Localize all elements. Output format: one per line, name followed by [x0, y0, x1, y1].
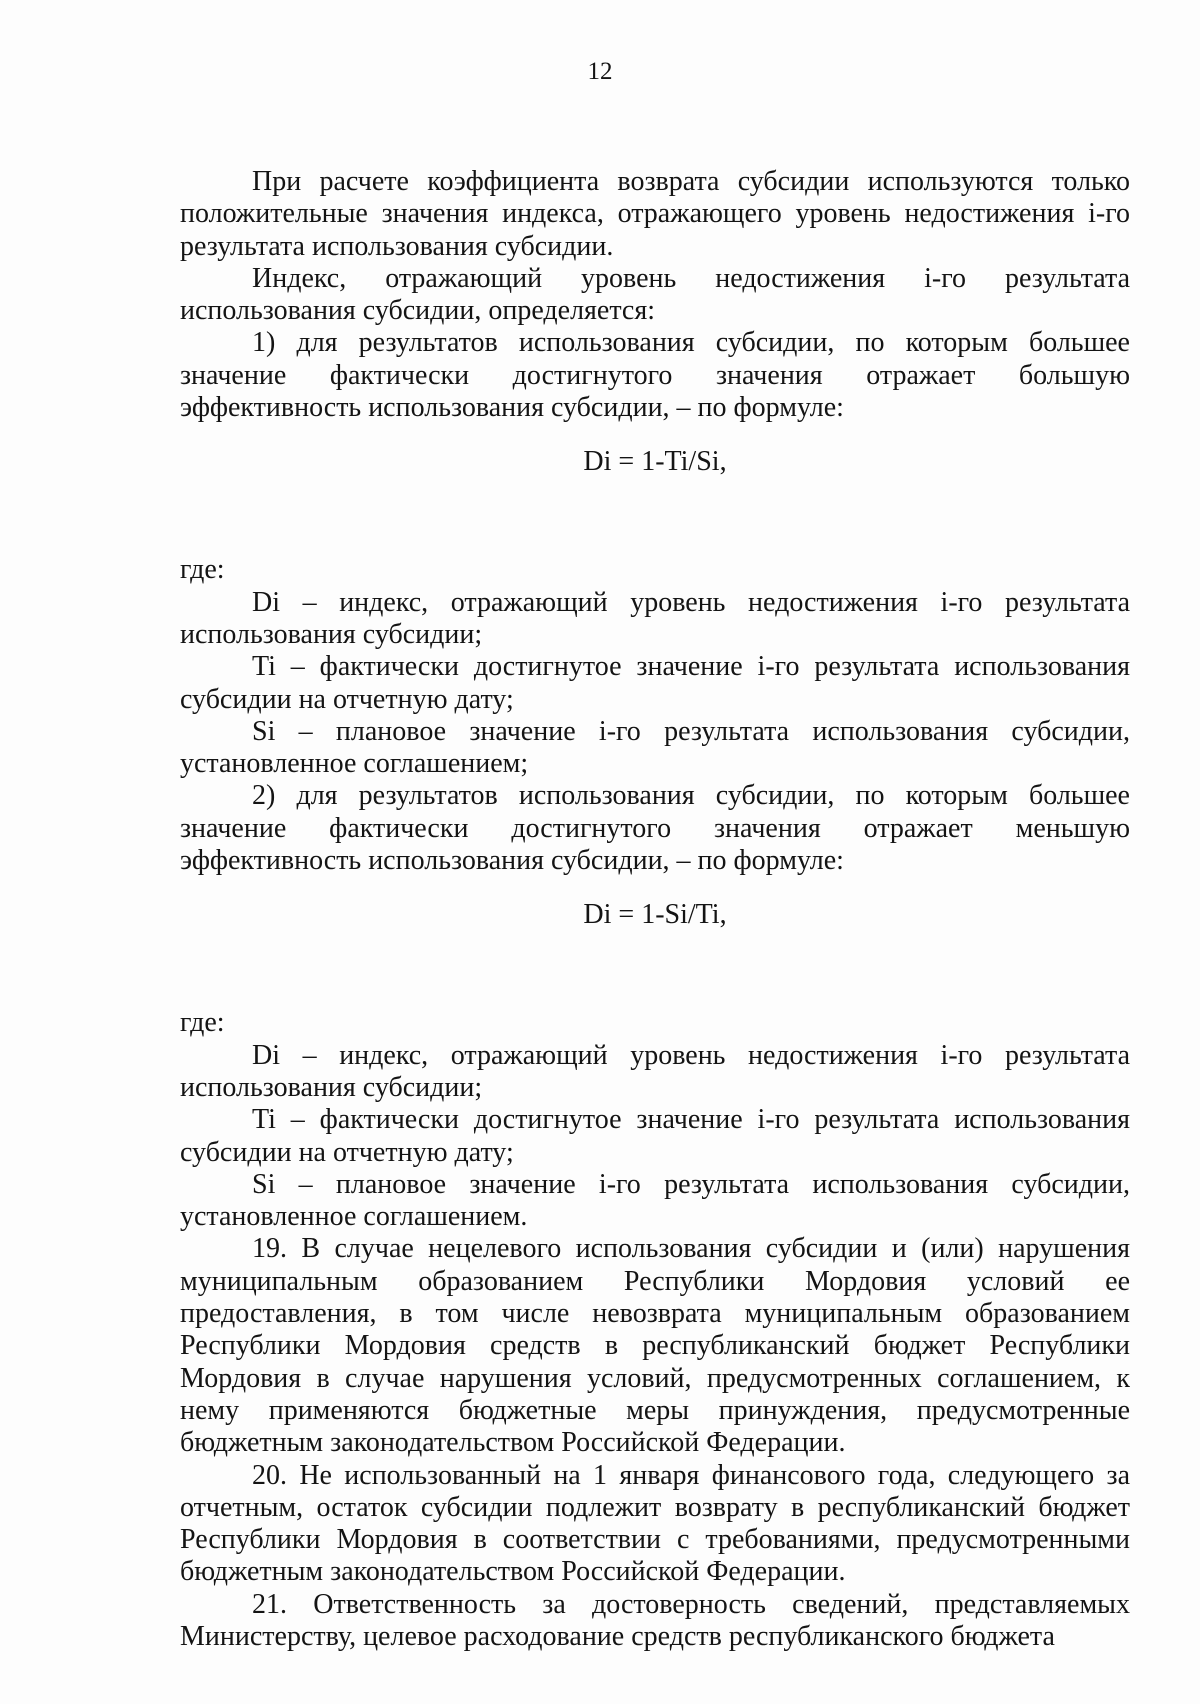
- definition-ti-2: Ti – фактически достигнутое значение i-го результата использования субсидии на отчетную дату;: [180, 1104, 1130, 1168]
- paragraph-case-2: 2) для результатов использования субсидии, по которым большее значение фактически достигнутого значения отражает меньшую эффективность использования субсидии, – по формуле:: [180, 780, 1130, 877]
- definition-si-1: Si – плановое значение i-го результата использования субсидии, установленное соглашением;: [180, 715, 1130, 780]
- formula-1: Di = 1-Ti/Si,: [583, 446, 727, 478]
- where-label-2: где:: [180, 1007, 225, 1039]
- paragraph-19: 19. В случае нецелевого использования субсидии и (или) нарушения муниципальным образованием Республики Мордовия условий ее предоставления, в том числе невозврата муниципальным образованием Республики Мордовия средств в республиканский бюджет Республики Мордовия в случае нарушения условий, предусмотренных соглашением, к нему применяются бюджетные меры принуждения, предусмотренные бюджетным законодательством Российской Федерации.: [180, 1233, 1130, 1459]
- paragraph-case-1: 1) для результатов использования субсидии, по которым большее значение фактически достигнутого значения отражает большую эффективность использования субсидии, – по формуле:: [180, 327, 1130, 424]
- definition-si-2: Si – плановое значение i-го результата использования субсидии, установленное соглашением.: [180, 1168, 1130, 1233]
- paragraph-index-definition: Индекс, отражающий уровень недостижения i-го результата использования субсидии, определяется:: [180, 262, 1130, 327]
- paragraph-21: 21. Ответственность за достоверность сведений, представляемых Министерству, целевое расходование средств республиканского бюджета: [180, 1588, 1130, 1652]
- page-number: 12: [587, 58, 613, 85]
- definition-di-1: Di – индекс, отражающий уровень недостижения i-го результата использования субсидии;: [180, 586, 1130, 650]
- formula-2: Di = 1-Si/Ti,: [583, 899, 727, 931]
- definition-di-2: Di – индекс, отражающий уровень недостижения i-го результата использования субсидии;: [180, 1039, 1130, 1103]
- definition-ti-1: Ti – фактически достигнутое значение i-го результата использования субсидии на отчетную дату;: [180, 651, 1130, 715]
- where-label-1: где:: [180, 554, 225, 586]
- paragraph-20: 20. Не использованный на 1 января финансового года, следующего за отчетным, остаток субсидии подлежит возврату в республиканский бюджет Республики Мордовия в соответствии с требованиями, предусмотренными бюджетным законодательством Российской Федерации.: [180, 1459, 1130, 1588]
- document-body: [180, 166, 1130, 1653]
- paragraph-intro: При расчете коэффициента возврата субсидии используются только положительные значения индекса, отражающего уровень недостижения i-го результата использования субсидии.: [180, 166, 1130, 262]
